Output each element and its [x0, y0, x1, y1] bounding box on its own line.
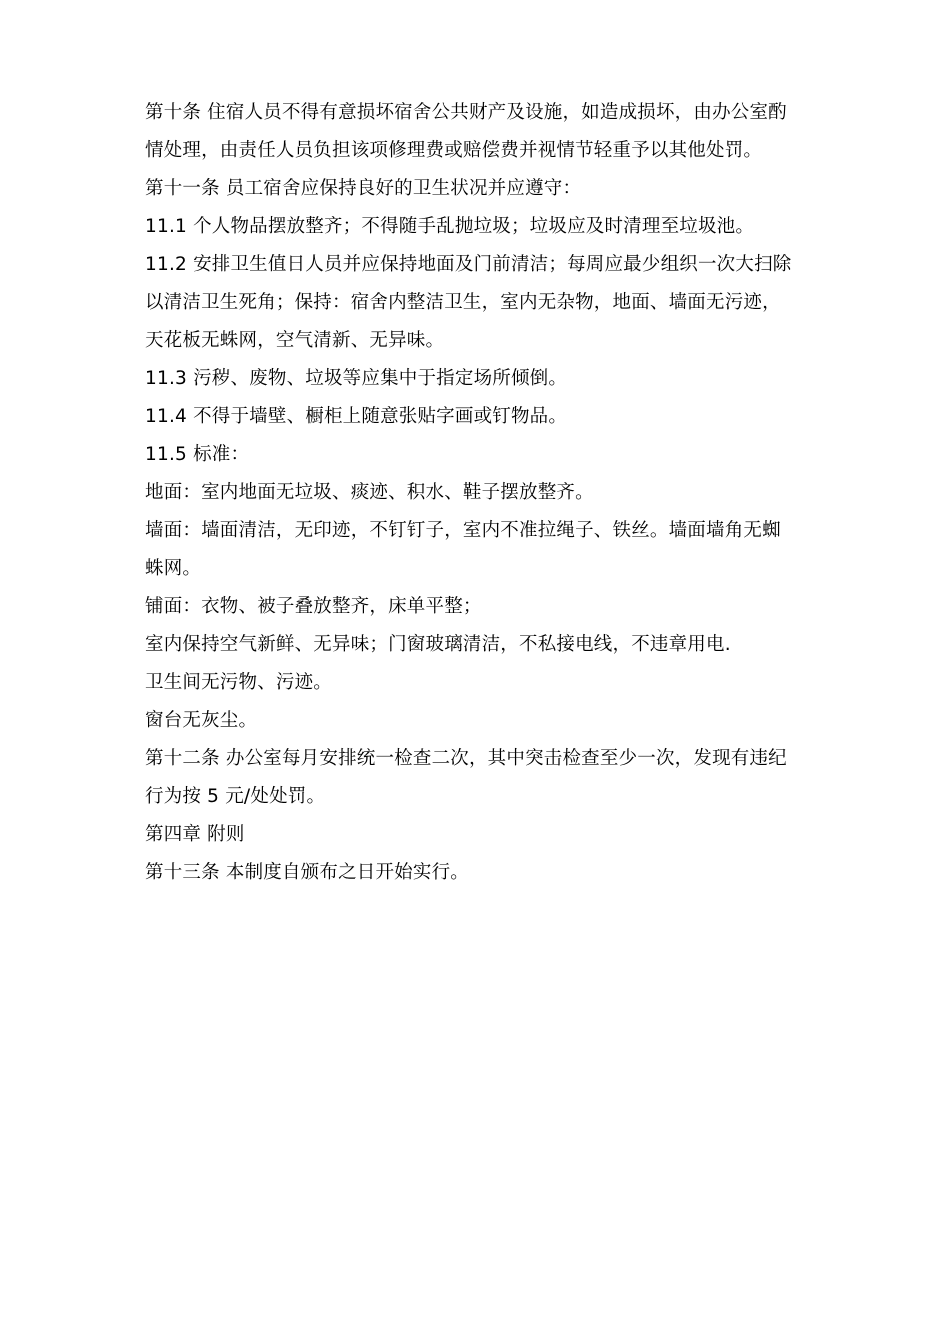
- text-line: 11.1 个人物品摆放整齐；不得随手乱抛垃圾；垃圾应及时清理至垃圾池。: [145, 216, 755, 237]
- text-line: 情处理，由责任人员负担该项修理费或赔偿费并视情节轻重予以其他处罚。: [145, 140, 763, 161]
- text-line: 第十条 住宿人员不得有意损坏宿舍公共财产及设施，如造成损坏，由办公室酌: [145, 102, 787, 123]
- text-line: 天花板无蛛网，空气清新、无异味。: [145, 330, 445, 351]
- text-line: 室内保持空气新鲜、无异味；门窗玻璃清洁，不私接电线，不违章用电.: [145, 634, 731, 655]
- text-line: 以清洁卫生死角；保持：宿舍内整洁卫生，室内无杂物，地面、墙面无污迹，: [145, 292, 781, 313]
- text-line: 第十一条 员工宿舍应保持良好的卫生状况并应遵守：: [145, 178, 582, 199]
- text-line: 11.5 标准：: [145, 444, 250, 465]
- chapter-heading: 第四章 附则: [145, 824, 245, 845]
- text-line: 窗台无灰尘。: [145, 710, 258, 731]
- document-body: [145, 94, 805, 892]
- text-line: 第十三条 本制度自颁布之日开始实行。: [145, 862, 469, 883]
- text-line: 蛛网。: [145, 558, 202, 579]
- text-line: 铺面：衣物、被子叠放整齐，床单平整；: [145, 596, 482, 617]
- text-line: 卫生间无污物、污迹。: [145, 672, 333, 693]
- text-line: 第十二条 办公室每月安排统一检查二次，其中突击检查至少一次，发现有违纪: [145, 748, 787, 769]
- text-line: 行为按 5 元/处处罚。: [145, 786, 326, 807]
- text-line: 墙面：墙面清洁，无印迹，不钉钉子，室内不准拉绳子、铁丝。墙面墙角无蜘: [145, 520, 781, 541]
- text-line: 11.3 污秽、废物、垃圾等应集中于指定场所倾倒。: [145, 368, 568, 389]
- text-line: 11.2 安排卫生值日人员并应保持地面及门前清洁；每周应最少组织一次大扫除: [145, 254, 792, 275]
- text-line: 11.4 不得于墙壁、橱柜上随意张贴字画或钉物品。: [145, 406, 568, 427]
- text-line: 地面：室内地面无垃圾、痰迹、积水、鞋子摆放整齐。: [145, 482, 594, 503]
